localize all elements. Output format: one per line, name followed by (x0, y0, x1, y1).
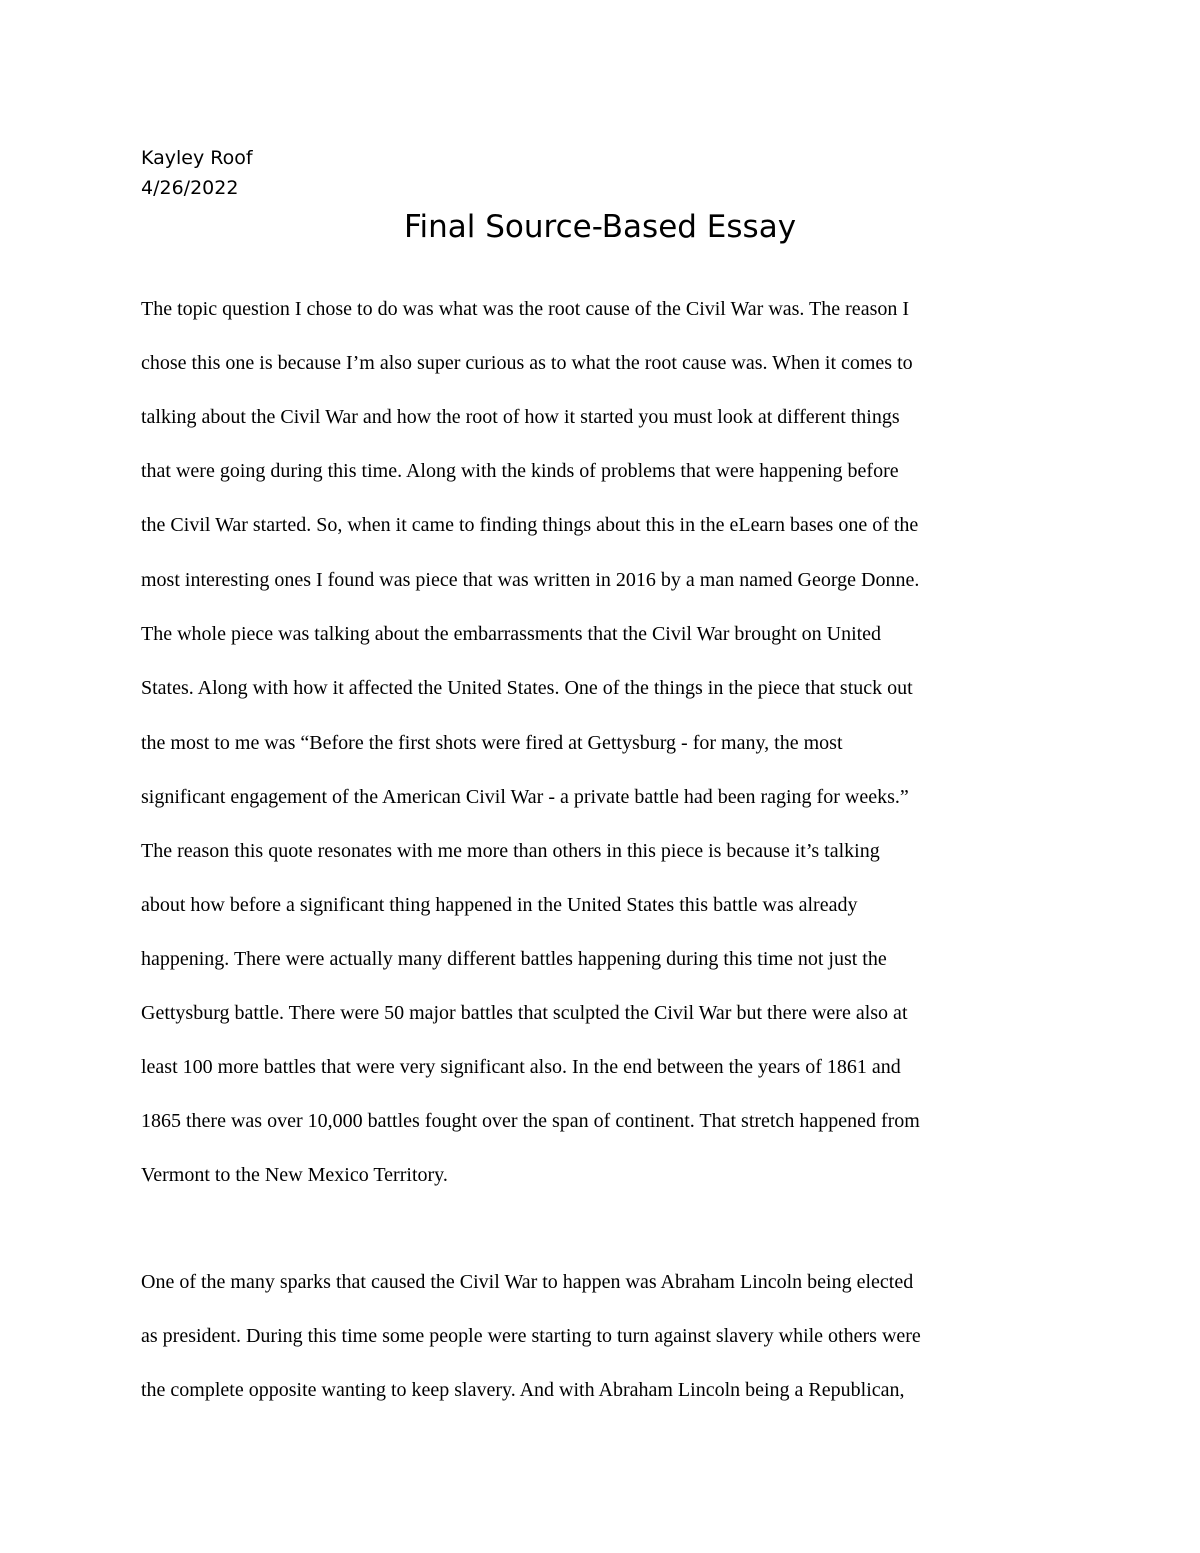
document-title: Final Source-Based Essay (403, 209, 797, 245)
paragraph-1-line: about how before a significant thing happened in the United States this battle was already (141, 894, 858, 916)
paragraph-1-line: The reason this quote resonates with me more than others in this piece is because it’s talking (141, 840, 880, 862)
paragraph-1-line: Gettysburg battle. There were 50 major battles that sculpted the Civil War but there were also at (141, 1002, 908, 1024)
paragraph-1-line: chose this one is because I’m also super curious as to what the root cause was. When it comes to (141, 352, 913, 374)
paragraph-1-line: the Civil War started. So, when it came to finding things about this in the eLearn bases one of the (141, 514, 919, 536)
paragraph-1-line: talking about the Civil War and how the root of how it started you must look at different things (141, 406, 900, 428)
paragraph-1-line: happening. There were actually many different battles happening during this time not just the (141, 948, 887, 970)
paragraph-2-line: One of the many sparks that caused the Civil War to happen was Abraham Lincoln being elected (141, 1271, 914, 1293)
document-date: 4/26/2022 (141, 177, 239, 199)
paragraph-2-line: the complete opposite wanting to keep slavery. And with Abraham Lincoln being a Republican, (141, 1379, 905, 1401)
paragraph-2-line: as president. During this time some people were starting to turn against slavery while others were (141, 1325, 921, 1347)
document-header (141, 143, 253, 203)
paragraph-1-line: least 100 more battles that were very significant also. In the end between the years of 1861 and (141, 1056, 901, 1078)
paragraph-1-line: Vermont to the New Mexico Territory. (141, 1164, 448, 1186)
paragraph-1-line: significant engagement of the American Civil War - a private battle had been raging for weeks.” (141, 786, 909, 808)
paragraph-1-line: The topic question I chose to do was what was the root cause of the Civil War was. The reason I (141, 298, 910, 320)
paragraph-1-line: the most to me was “Before the first shots were fired at Gettysburg - for many, the most (141, 732, 843, 754)
paragraph-1-line: 1865 there was over 10,000 battles fought over the span of continent. That stretch happened from (141, 1110, 920, 1132)
paragraph-1-line: The whole piece was talking about the embarrassments that the Civil War brought on United (141, 623, 882, 645)
paragraph-1-line: most interesting ones I found was piece that was written in 2016 by a man named George Donne. (141, 569, 920, 591)
author-name: Kayley Roof (141, 147, 253, 169)
paragraph-1-line: that were going during this time. Along with the kinds of problems that were happening before (141, 460, 899, 482)
paragraph-1-line: States. Along with how it affected the United States. One of the things in the piece that stuck out (141, 677, 913, 699)
